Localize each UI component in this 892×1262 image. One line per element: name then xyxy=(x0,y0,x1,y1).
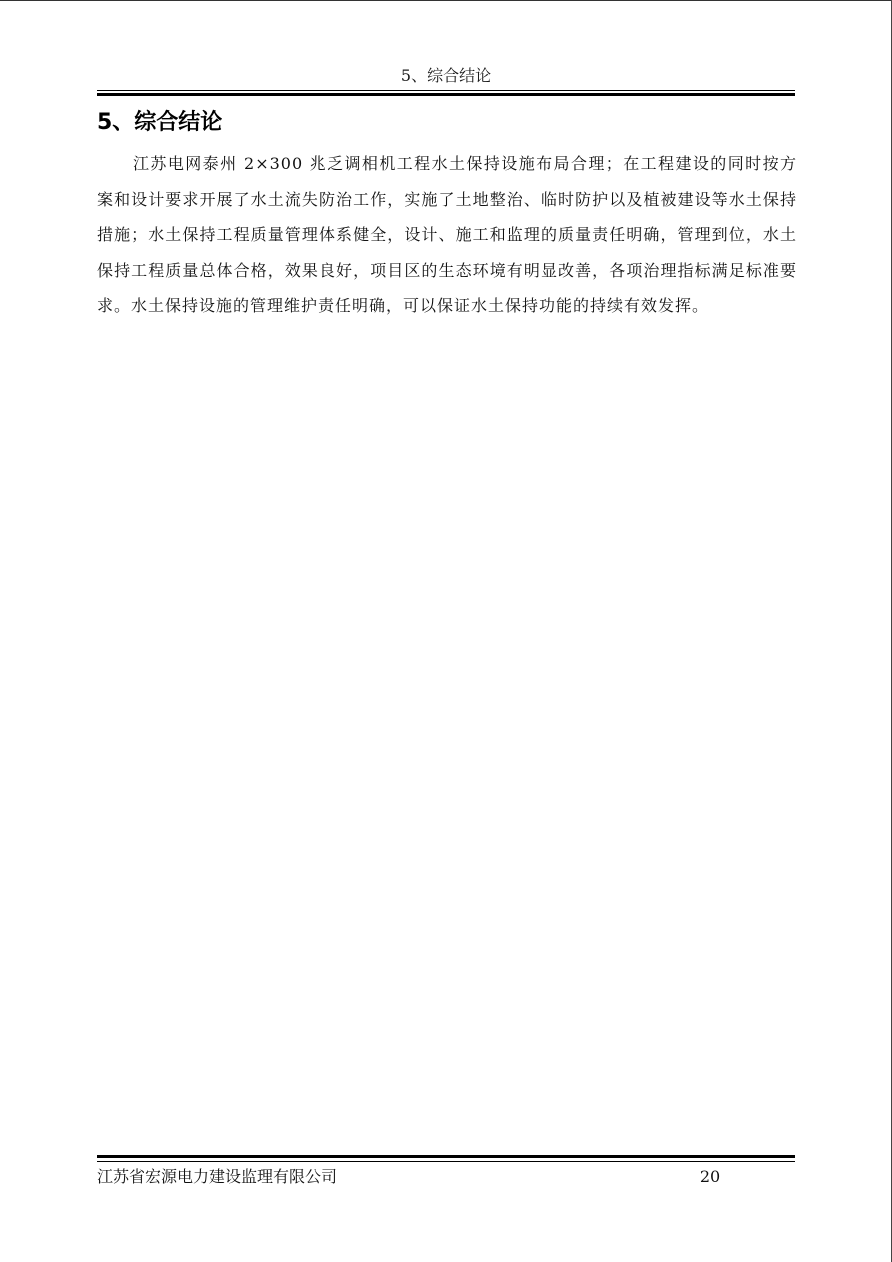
footer-rule-thick xyxy=(97,1155,795,1158)
running-header: 5、综合结论 xyxy=(400,66,492,85)
header-rule-thin xyxy=(97,90,795,91)
page-number: 20 xyxy=(699,1167,721,1186)
footer-rule-thin xyxy=(97,1161,795,1162)
header-rule-thick xyxy=(97,93,795,96)
page-top-edge xyxy=(0,0,892,1)
body-paragraph: 江苏电网泰州 2×300 兆乏调相机工程水土保持设施布局合理；在工程建设的同时按方案和设计要求开展了水土流失防治工作，实施了土地整治、临时防护以及植被建设等水土保持措施；水土保持工程质量管理体系健全，设计、施工和监理的质量责任明确，管理到位，水土保持工程质量总体合格，效果良好，项目区的生态环境有明显改善，各项治理指标满足标准要求。水土保持设施的管理维护责任明确，可以保证水土保持功能的持续有效发挥。 xyxy=(97,154,797,315)
footer-company-name: 江苏省宏源电力建设监理有限公司 xyxy=(97,1167,338,1186)
section-heading: 5、综合结论 xyxy=(97,110,223,135)
